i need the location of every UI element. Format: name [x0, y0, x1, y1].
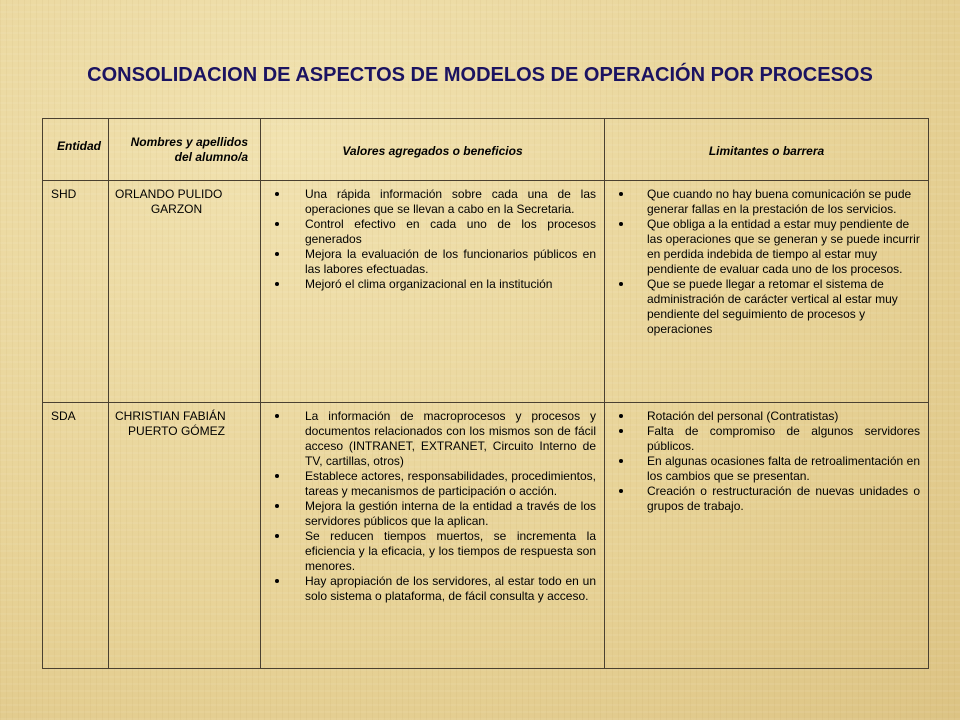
list-item: Mejora la gestión interna de la entidad a través de los servidores públicos que la aplican.	[271, 499, 596, 529]
cell-entidad: SDA	[43, 403, 109, 669]
list-item: Establece actores, responsabilidades, procedimientos, tareas y mecanismos de participación o acción.	[271, 469, 596, 499]
cell-valores	[261, 181, 605, 403]
list-item: Se reducen tiempos muertos, se incrementa la eficiencia y la eficacia, y los tiempos de respuesta son menores.	[271, 529, 596, 574]
nombre-line: CHRISTIAN FABIÁN	[115, 409, 226, 423]
table-row	[43, 403, 929, 669]
list-item: En algunas ocasiones falta de retroalimentación en los cambios que se presentan.	[615, 454, 920, 484]
list-item: Mejoró el clima organizacional en la institución	[271, 277, 596, 292]
list-item: Que se puede llegar a retomar el sistema de administración de carácter vertical al estar muy pendiente del seguimiento de procesos y operaciones	[615, 277, 920, 337]
cell-valores	[261, 403, 605, 669]
limitantes-list	[605, 403, 928, 518]
nombre-line: ORLANDO PULIDO	[115, 187, 223, 201]
cell-entidad: SHD	[43, 181, 109, 403]
list-item: Rotación del personal (Contratistas)	[615, 409, 920, 424]
bullet-icon	[619, 414, 623, 418]
bullet-icon	[619, 459, 623, 463]
bullet-icon	[275, 534, 279, 538]
bullet-icon	[619, 222, 623, 226]
header-valores: Valores agregados o beneficios	[261, 119, 605, 181]
bullet-icon	[619, 192, 623, 196]
cell-limitantes	[605, 181, 929, 403]
list-item: Mejora la evaluación de los funcionarios públicos en las labores efectuadas.	[271, 247, 596, 277]
bullet-icon	[275, 579, 279, 583]
table-header-row	[43, 119, 929, 181]
list-item: Que obliga a la entidad a estar muy pendiente de las operaciones que se generan y se puede incurrir en perdida indebida de tiempo al estar muy pendiente de evaluar cada uno de los procesos.	[615, 217, 920, 277]
list-item: Falta de compromiso de algunos servidores públicos.	[615, 424, 920, 454]
bullet-icon	[275, 192, 279, 196]
consolidation-table	[42, 118, 929, 669]
page-title: CONSOLIDACION DE ASPECTOS DE MODELOS DE OPERACIÓN POR PROCESOS	[87, 64, 873, 86]
bullet-icon	[619, 429, 623, 433]
bullet-icon	[275, 252, 279, 256]
bullet-icon	[619, 489, 623, 493]
limitantes-list	[605, 181, 928, 341]
list-item: Control efectivo en cada uno de los procesos generados	[271, 217, 596, 247]
bullet-icon	[275, 414, 279, 418]
cell-limitantes	[605, 403, 929, 669]
table-row	[43, 181, 929, 403]
list-item: Creación o restructuración de nuevas unidades o grupos de trabajo.	[615, 484, 920, 514]
bullet-icon	[275, 282, 279, 286]
header-entidad: Entidad	[43, 119, 109, 181]
nombre-line: PUERTO GÓMEZ	[128, 424, 225, 438]
list-item: Hay apropiación de los servidores, al estar todo en un solo sistema o plataforma, de fácil consulta y acceso.	[271, 574, 596, 604]
valores-list	[261, 403, 604, 608]
list-item: Que cuando no hay buena comunicación se pude generar fallas en la prestación de los servicios.	[615, 187, 920, 217]
nombre-line: GARZON	[150, 202, 203, 216]
list-item: La información de macroprocesos y procesos y documentos relacionados con los mismos son de fácil acceso (INTRANET, EXTRANET, Circuito Interno de TV, cartillas, otros)	[271, 409, 596, 469]
bullet-icon	[275, 474, 279, 478]
header-limitantes: Limitantes o barrera	[605, 119, 929, 181]
header-nombres: Nombres y apellidos del alumno/a	[109, 119, 261, 181]
bullet-icon	[275, 504, 279, 508]
valores-list	[261, 181, 604, 296]
cell-nombre	[109, 181, 261, 403]
bullet-icon	[619, 282, 623, 286]
list-item: Una rápida información sobre cada una de las operaciones que se llevan a cabo en la Secretaria.	[271, 187, 596, 217]
bullet-icon	[275, 222, 279, 226]
cell-nombre	[109, 403, 261, 669]
